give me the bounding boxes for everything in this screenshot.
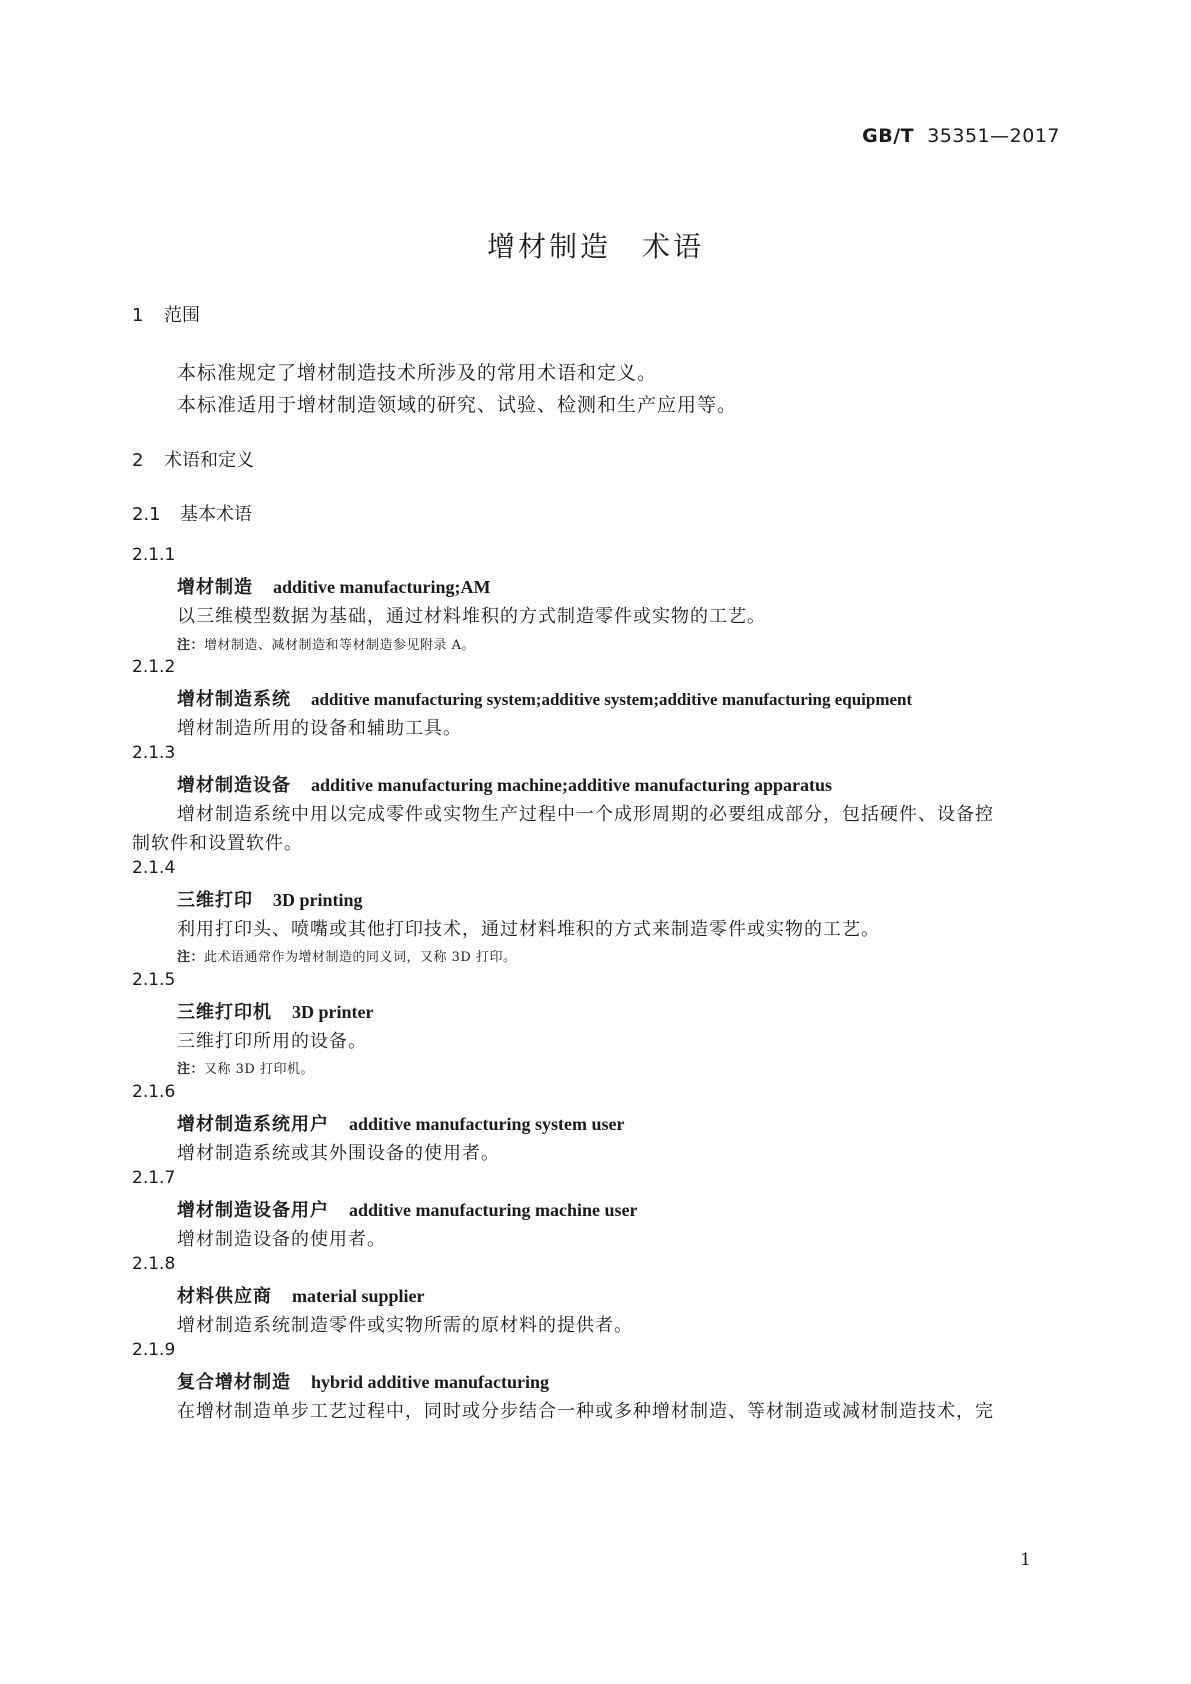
- paragraph: 本标准适用于增材制造领域的研究、试验、检测和生产应用等。: [177, 394, 738, 416]
- note: [177, 1058, 314, 1077]
- definition: 增材制造系统或其外围设备的使用者。: [177, 1143, 500, 1164]
- term-chinese: 增材制造系统用户: [177, 1114, 329, 1135]
- term: [177, 1110, 625, 1136]
- paragraph: 本标准规定了增材制造技术所涉及的常用术语和定义。: [177, 362, 658, 384]
- note-text: 增材制造、减材制造和等材制造参见附录 A。: [204, 638, 476, 653]
- entry-number: 2.1.7: [132, 1168, 176, 1188]
- note-label: 注：: [177, 950, 205, 965]
- section-number: 2.1: [132, 504, 161, 525]
- term: [177, 1196, 638, 1222]
- term: [177, 886, 363, 912]
- standard-code-number: 35351—2017: [927, 125, 1060, 147]
- term-english: additive manufacturing machine;additive manufacturing apparatus: [311, 775, 833, 795]
- term-english: material supplier: [292, 1286, 425, 1306]
- section-title: 范围: [164, 305, 200, 326]
- term-chinese: 增材制造设备: [177, 775, 291, 796]
- entry-number: 2.1.4: [132, 858, 176, 878]
- section-1-heading: [132, 301, 200, 327]
- term: [177, 1368, 549, 1394]
- definition: 利用打印头、喷嘴或其他打印技术，通过材料堆积的方式来制造零件或实物的工艺。: [177, 919, 880, 940]
- term: [177, 998, 373, 1024]
- term-english: 3D printing: [273, 890, 363, 910]
- note-text: 又称 3D 打印机。: [204, 1062, 314, 1077]
- term-english: additive manufacturing system;additive system;additive manufacturing equipment: [311, 690, 913, 709]
- term-english: additive manufacturing machine user: [349, 1200, 638, 1220]
- note-label: 注：: [177, 638, 205, 653]
- note-label: 注：: [177, 1062, 205, 1077]
- entry-number: 2.1.5: [132, 970, 176, 990]
- definition: 增材制造设备的使用者。: [177, 1229, 386, 1250]
- term-english: additive manufacturing;AM: [273, 577, 491, 597]
- definition: 三维打印所用的设备。: [177, 1031, 367, 1052]
- term-english: hybrid additive manufacturing: [311, 1372, 550, 1392]
- definition-continuation: 制软件和设置软件。: [132, 833, 303, 854]
- term-chinese: 增材制造系统: [177, 689, 291, 710]
- term-chinese: 复合增材制造: [177, 1372, 291, 1393]
- term-english: 3D printer: [292, 1002, 374, 1022]
- entry-number: 2.1.1: [132, 545, 176, 565]
- section-number: 1: [132, 305, 144, 326]
- term: [177, 771, 832, 797]
- term: [177, 1282, 425, 1308]
- term: [177, 573, 491, 599]
- term-chinese: 增材制造设备用户: [177, 1200, 329, 1221]
- note: [177, 634, 475, 653]
- definition: 增材制造系统中用以完成零件或实物生产过程中一个成形周期的必要组成部分，包括硬件、设备控: [177, 804, 994, 825]
- term-chinese: 三维打印机: [177, 1002, 272, 1023]
- entry-number: 2.1.8: [132, 1254, 176, 1274]
- term: [177, 685, 912, 711]
- standard-code: [862, 125, 1060, 147]
- entry-number: 2.1.6: [132, 1082, 176, 1102]
- term-chinese: 材料供应商: [177, 1286, 272, 1307]
- page-number: 1: [1020, 1550, 1031, 1570]
- entry-number: 2.1.3: [132, 743, 176, 763]
- term-chinese: 增材制造: [177, 577, 253, 598]
- note-text: 此术语通常作为增材制造的同义词，又称 3D 打印。: [204, 950, 517, 965]
- term-chinese: 三维打印: [177, 890, 253, 911]
- note: [177, 946, 516, 965]
- section-title: 术语和定义: [164, 450, 254, 471]
- definition: 以三维模型数据为基础，通过材料堆积的方式制造零件或实物的工艺。: [177, 606, 766, 627]
- definition: 在增材制造单步工艺过程中，同时或分步结合一种或多种增材制造、等材制造或减材制造技术，完: [177, 1401, 994, 1422]
- section-title: 基本术语: [180, 504, 252, 525]
- entry-number: 2.1.9: [132, 1340, 176, 1360]
- standard-code-prefix: GB/T: [862, 125, 915, 147]
- definition: 增材制造所用的设备和辅助工具。: [177, 718, 462, 739]
- section-2-1-heading: [132, 500, 252, 526]
- definition: 增材制造系统制造零件或实物所需的原材料的提供者。: [177, 1315, 633, 1336]
- term-english: additive manufacturing system user: [349, 1114, 625, 1134]
- section-number: 2: [132, 450, 144, 471]
- entry-number: 2.1.2: [132, 657, 176, 677]
- document-title: 增材制造 术语: [486, 230, 704, 263]
- section-2-heading: [132, 446, 254, 472]
